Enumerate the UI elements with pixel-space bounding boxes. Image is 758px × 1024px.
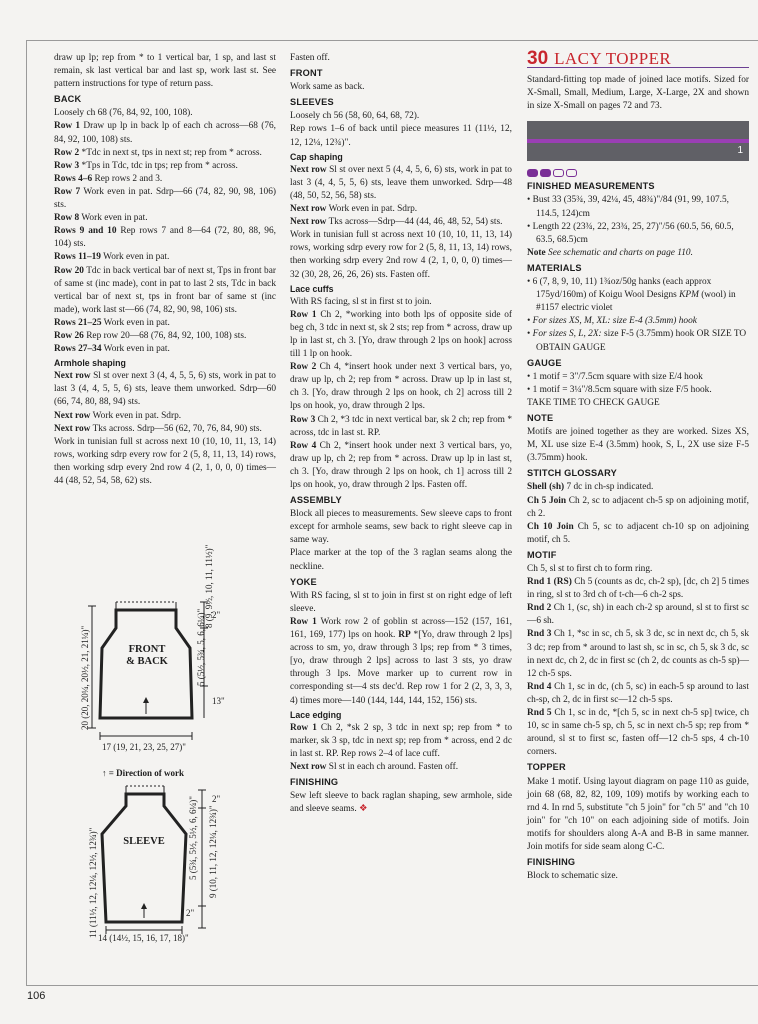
sl-length-measure: 9 (10, 11, 12, 12¼, 12¾)" xyxy=(208,805,218,898)
cuffs-heading: Lace cuffs xyxy=(290,283,334,294)
intro-text: draw up lp; rep from * to 1 vertical bar, 1 sp, and last st remain, sk last vertical bar and last sp, work last st. See pattern instructions for type of return pass. xyxy=(54,53,276,90)
row-instruction: Next row Tks across. Sdrp—56 (62, 70, 76, 84, 90) sts. xyxy=(54,423,262,434)
sl-cuff-measure: 2" xyxy=(186,908,195,918)
pattern-number: 30 xyxy=(527,48,549,69)
schematic-diagrams xyxy=(54,544,276,948)
back-rows xyxy=(54,120,276,356)
gauge-item: • 1 motif = 3¼"/8.5cm square with size F/5 hook. xyxy=(527,384,712,395)
yarn-strand xyxy=(527,139,749,143)
front-text: Work same as back. xyxy=(290,82,365,93)
row-instruction: Row 7 Work even in pat. Sdrp—66 (74, 82, 90, 98, 106) sts. xyxy=(54,186,277,211)
sl-top-measure: 2" xyxy=(212,794,221,804)
glossary-item: Ch 10 Join Ch 5, sc to adjacent ch-10 sp on adjoining motif, ch 5. xyxy=(527,521,749,545)
row-instruction: Row 26 Rep row 20—68 (76, 84, 92, 100, 108) sts. xyxy=(54,330,247,341)
sleeves-cast: Loosely ch 56 (58, 60, 64, 68, 72). xyxy=(290,111,420,122)
skill-level-indicator xyxy=(527,169,749,177)
pattern-name: LACY TOPPER xyxy=(554,49,672,68)
row-instruction: Row 1 Ch 2, *sk 2 sp, 3 tdc in next sp; rep from * to marker, sk 3 sp, tdc in next sp; rep from * across, end 2 dc in last st. RP. Rep rows 2–4 of lace cuff. xyxy=(290,722,512,759)
skill-dot-icon xyxy=(540,169,551,177)
back-cast-on: Loosely ch 68 (76, 84, 92, 100, 108). xyxy=(54,108,193,119)
front-heading: FRONT xyxy=(290,68,323,79)
motif-heading: MOTIF xyxy=(527,549,557,560)
sl-left-measure: 11 (11½, 12, 12¼, 12½, 12¾)" xyxy=(88,827,98,938)
pattern-intro: Standard-fitting top made of joined lace motifs. Sized for X-Small, Small, Medium, Large, X-Large, 2X and shown in size X-Small on pages 72 and 73. xyxy=(527,75,749,112)
row-instruction: Next row Sl st over next 5 (4, 4, 5, 6, 6) sts, work in pat to last 3 (4, 4, 5, 5, 6) sts, leave them unworked. Sdrp—48 (48, 50, 52, 56, 58) sts. xyxy=(290,164,512,201)
yoke-intro: With RS facing, sl st to join in first st on right edge of left sleeve. xyxy=(290,590,512,614)
topper-heading: TOPPER xyxy=(527,762,566,773)
stitch-glossary-heading: STITCH GLOSSARY xyxy=(527,468,617,479)
row-instruction: Rows 21–25 Work even in pat. xyxy=(54,317,170,328)
note-text: Motifs are joined together as they are worked. Sizes XS, M, XL use size E-4 (3.5mm) hook, S, L, 2X use size F-5 (3.75mm) hook. xyxy=(527,427,749,464)
cap-end: Work in tunisian full st across next 10 (10, 10, 11, 13, 14) rows, working sdrp every row for 2 (5, 8, 11, 13, 14) rows, then working sdrp every 2nd row 4 (2, 1, 0, 0, 0) times—32 (30, 28, 26, 26, 26) sts. Fasten off. xyxy=(290,230,512,280)
gauge-heading: GAUGE xyxy=(527,357,562,368)
material-item: • 6 (7, 8, 9, 10, 11) 1¾oz/50g hanks (each approx 175yd/160m) of Koigu Wool Designs KPM (wool) in #1157 electric violet xyxy=(527,277,736,314)
back-heading: BACK xyxy=(54,94,82,105)
fb-width-measure: 17 (19, 21, 23, 25, 27)" xyxy=(102,742,186,752)
round-instruction: Rnd 2 Ch 1, (sc, sh) in each ch-2 sp around, sl st to first sc—6 sh. xyxy=(527,603,749,627)
skill-dot-icon xyxy=(527,169,538,177)
finishing-text: Sew left sleeve to back raglan shaping, sew armhole, side and sleeve seams. ❖ xyxy=(290,791,512,815)
measurement-note: Note See schematic and charts on page 110. xyxy=(527,247,693,258)
finished-measurements-heading: FINISHED MEASUREMENTS xyxy=(527,181,655,192)
front-back-label: FRONT & BACK xyxy=(126,644,168,667)
material-item: • For sizes S, L, 2X: size F-5 (3.75mm) hook OR SIZE TO OBTAIN GAUGE xyxy=(527,329,747,353)
sl-cap-measure: 5 (5¾, 5½, 5½, 6, 6¼)" xyxy=(188,796,198,880)
armhole-end: Work in tunisian full st across next 10 (10, 10, 11, 13, 14) rows, working sdrp every row for 2 (5, 8, 11, 13, 14) rows, then working sdrp every 2nd row 4 (2, 1, 0, 0, 0) times—44 (48, 52, 54, 58, 62) sts. xyxy=(54,436,276,486)
glossary-item: Ch 5 Join Ch 2, sc to adjacent ch-5 sp on adjoining motif, ch 2. xyxy=(527,495,749,519)
armhole-heading: Armhole shaping xyxy=(54,358,126,369)
sleeve-outline xyxy=(102,794,186,922)
column-2 xyxy=(290,52,512,816)
row-instruction: Row 3 *Tps in Tdc, tdc in tps; rep from * across. xyxy=(54,160,238,171)
assembly-text-1: Block all pieces to measurements. Sew sleeve caps to front except for armhole seams, sew back to right sleeve cap in same way. xyxy=(290,509,512,546)
fb-body-measure: 13" xyxy=(212,696,225,706)
sleeves-heading: SLEEVES xyxy=(290,97,334,108)
note-heading: NOTE xyxy=(527,412,554,423)
edging-heading: Lace edging xyxy=(290,709,342,720)
round-instruction: Rnd 4 Ch 1, sc in dc, (ch 5, sc) in each-5 sp around to last ch-sp, ch 2, dc in first sc—12 ch-5 sps. xyxy=(527,681,749,705)
finishing-heading: FINISHING xyxy=(290,777,339,788)
glossary-item: Shell (sh) 7 dc in ch-sp indicated. xyxy=(527,482,654,493)
row-instruction: Rows 11–19 Work even in pat. xyxy=(54,252,170,263)
yoke-heading: YOKE xyxy=(290,576,317,587)
gauge-check: TAKE TIME TO CHECK GAUGE xyxy=(527,397,660,408)
topper-text: Make 1 motif. Using layout diagram on page 110 as guide, join 68 (68, 82, 82, 109, 109) motifs by working each to rnd 4. In rnd 5, substitute "ch 5 join" for "ch 5" and "ch 10 join" for "ch 10" on each adjoining side of motifs. Join motifs for shoulders along A-A and B-B in same manner. Join motifs for side seam along C-C. xyxy=(527,776,749,852)
yarn-weight-badge: 1 xyxy=(737,145,743,157)
sleeves-rep: Rep rows 1–6 of back until piece measures 11 (11½, 12, 12, 12¼, 12¾)". xyxy=(290,124,512,148)
row-instruction: Row 3 Ch 2, *3 tdc in next vertical bar, sk 2 ch; rep from * across, tdc in last st. RP. xyxy=(290,414,512,438)
row-instruction: Row 2 Ch 4, *insert hook under next 3 vertical bars, yo, draw up lp, ch 2; rep from * across. Draw up lp in last st, ch 3. [Yo, draw through 2 lps on hook, ch 2] across till 2 lps on hook, yo, draw through 2 lps. xyxy=(290,362,512,412)
row-instruction: Next row Sl st in each ch around. Fasten off. xyxy=(290,761,459,772)
assembly-text-2: Place marker at the top of the 3 raglan seams along the neckline. xyxy=(290,548,512,572)
row-instruction: Next row Work even in pat. Sdrp. xyxy=(54,410,182,421)
round-instruction: Rnd 5 Ch 1, sc in dc, *[ch 5, sc in next ch-5 sp] twice, ch 10, sc in same ch-5 sp, ch 5, sc in next ch-5 sp; rep from * around, sl st to first sc, fasten off—12 ch-5 sps, 4 ch-10 corners. xyxy=(527,708,749,758)
row-instruction: Rows 27–34 Work even in pat. xyxy=(54,344,170,355)
sl-width-measure: 14 (14½, 15, 16, 17, 18)" xyxy=(98,933,189,943)
fb-armhole-measure: 5 (5½, 5¾, 5, 6, 6¼)" xyxy=(196,608,206,686)
fb-shoulder-measure: 2" xyxy=(212,610,221,620)
gauge-item: • 1 motif = 3"/7.5cm square with size E/4 hook xyxy=(527,371,703,382)
fb-top-measure: 8 (9, 9½, 10, 11, 11½)" xyxy=(204,544,214,628)
row-instruction: Row 8 Work even in pat. xyxy=(54,213,148,224)
motif-intro: Ch 5, sl st to first ch to form ring. xyxy=(527,564,653,574)
finishing-heading-2: FINISHING xyxy=(527,857,576,868)
column-3 xyxy=(527,48,750,883)
assembly-heading: ASSEMBLY xyxy=(290,495,342,506)
row-instruction: Next row Tks across—Sdrp—44 (44, 46, 48, 52, 54) sts. xyxy=(290,217,503,228)
yarn-swatch-image xyxy=(527,121,749,161)
sleeve-label: SLEEVE xyxy=(123,836,165,847)
cap-heading: Cap shaping xyxy=(290,151,343,162)
fb-length-measure: 20 (20, 20¼, 20½, 21, 21¼)" xyxy=(80,625,90,730)
material-item: • For sizes XS, M, XL: size E-4 (3.5mm) hook xyxy=(527,316,697,327)
row-instruction: Row 1 Draw up lp in back lp of each ch across—68 (76, 84, 92, 100, 108) sts. xyxy=(54,121,277,145)
row-instruction: Row 20 Tdc in back vertical bar of next st, Tps in front bar of same st (inc made), cont in pat to last 2 sts, Tdc in back vertical bar of next st, tps in front bar of same st (inc made), work last st—66 (74, 82, 90, 98, 106) sts. xyxy=(54,265,276,315)
end-mark-icon: ❖ xyxy=(359,804,368,815)
row-instruction: Row 2 *Tdc in next st, tps in next st; rep from * across. xyxy=(54,147,262,158)
cuffs-intro: With RS facing, sl st in first st to join. xyxy=(290,296,432,307)
row-instruction: Next row Work even in pat. Sdrp. xyxy=(290,204,418,215)
measurement-item: • Bust 33 (35¾, 39, 42¼, 45, 48¾)"/84 (91, 99, 107.5, 114.5, 124)cm xyxy=(527,195,730,219)
row-instruction: Row 1 Ch 2, *working into both lps of opposite side of beg ch, 3 tdc in next st, sk 2 sts; rep from * across, draw up lp in last st, ch 3. [Yo, draw through 2 lps on hook] across till 1 lp on hook. xyxy=(290,309,512,360)
measurement-item: • Length 22 (23¾, 22, 23¾, 25, 27)"/56 (60.5, 56, 60.5, 63.5, 68.5)cm xyxy=(527,221,734,245)
row-instruction: Row 4 Ch 2, *insert hook under next 3 vertical bars, yo, draw up lp, ch 2; rep from * across. Draw up lp in last st, ch 3. [Yo, draw through 2 lps on hook, ch 1] across till 2 lps on hook, yo, draw through 2 lps. Fasten off. xyxy=(290,440,512,490)
pattern-title xyxy=(527,48,749,69)
row-instruction: Rows 9 and 10 Rep rows 7 and 8—64 (72, 80, 88, 96, 104) sts. xyxy=(54,226,276,250)
page-number: 106 xyxy=(27,990,46,1002)
column-1 xyxy=(54,52,276,488)
row-instruction: Rows 4–6 Rep rows 2 and 3. xyxy=(54,173,163,184)
direction-legend: ↑ = Direction of work xyxy=(102,768,184,778)
row-instruction: Next row Sl st over next 3 (4, 4, 5, 5, 6) sts, work in pat to last 3 (4, 4, 5, 5, 6) sts, leave them unworked. Sdrp—60 (66, 74, 80, 88, 94) sts. xyxy=(54,371,276,408)
round-instruction: Rnd 3 Ch 1, *sc in sc, ch 5, sk 3 dc, sc in next dc, ch 5, sk 3 dc; rep from * around to last sh, sc in sc, ch 5, sk 3 dc, sc in next dc, ch 2, dc in first sc (ch 2, dc counts as ch-5 sp)—12 ch-5 sps. xyxy=(527,629,749,679)
skill-dot-icon xyxy=(566,169,577,177)
skill-dot-icon xyxy=(553,169,564,177)
fasten-off: Fasten off. xyxy=(290,53,330,63)
row-instruction: Row 1 Work row 2 of goblin st across—152 (157, 161, 161, 169, 177) lps on hook. RP *[Yo, draw through 2 lps] across to sm, yo, draw through 3 lps; rep from * 3 times, [yo, draw through 2 lps] across to last 3 sts, yo draw through 3 lps. Move marker up to current row in corresponding st—4 sts dec'd. Rep row 1 for 2 (2, 3, 3, 3, 4) times more—140 (144, 144, 144, 152, 156) sts. xyxy=(290,616,513,706)
round-instruction: Rnd 1 (RS) Ch 5 (counts as dc, ch-2 sp), [dc, ch 2] 5 times in ring, sl st to 3rd ch of t-ch—6 ch-2 sps. xyxy=(527,577,750,601)
materials-heading: MATERIALS xyxy=(527,262,582,273)
finishing-text-2: Block to schematic size. xyxy=(527,871,618,882)
